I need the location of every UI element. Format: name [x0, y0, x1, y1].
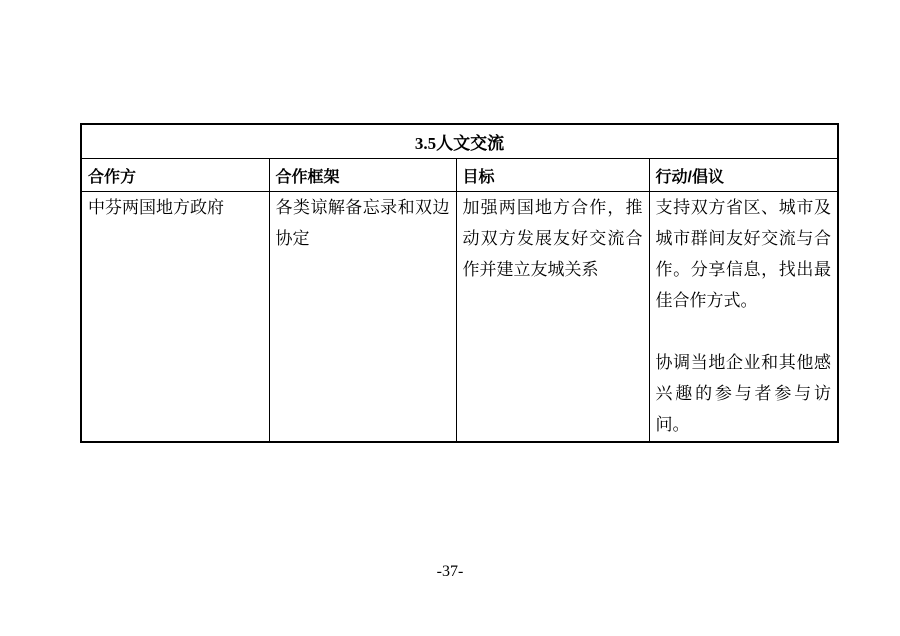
cell-framework	[269, 192, 456, 443]
partner-text: 中芬两国地方政府	[88, 198, 224, 217]
page-number: -37-	[436, 563, 464, 580]
actions-paragraph-2: 协调当地企业和其他感兴趣的参与者参与访问。	[655, 353, 831, 434]
cell-partner	[81, 192, 269, 443]
header-cell-partner: 合作方	[81, 159, 269, 192]
table-header-row	[81, 159, 838, 192]
framework-text: 各类谅解备忘录和双边协定	[275, 198, 450, 248]
header-cell-framework: 合作框架	[269, 159, 456, 192]
cooperation-table	[80, 123, 839, 443]
table-title-row	[81, 124, 838, 159]
goal-text: 加强两国地方合作，推动双方发展友好交流合作并建立友城关系	[462, 198, 643, 279]
actions-paragraph-1: 支持双方省区、城市及城市群间友好交流与合作。分享信息，找出最佳合作方式。	[655, 198, 831, 310]
header-cell-actions: 行动/倡议	[649, 159, 838, 192]
header-cell-goal: 目标	[456, 159, 649, 192]
table-title: 3.5人文交流	[81, 124, 838, 159]
cell-actions	[649, 192, 838, 443]
cell-goal	[456, 192, 649, 443]
table-row	[81, 192, 838, 443]
